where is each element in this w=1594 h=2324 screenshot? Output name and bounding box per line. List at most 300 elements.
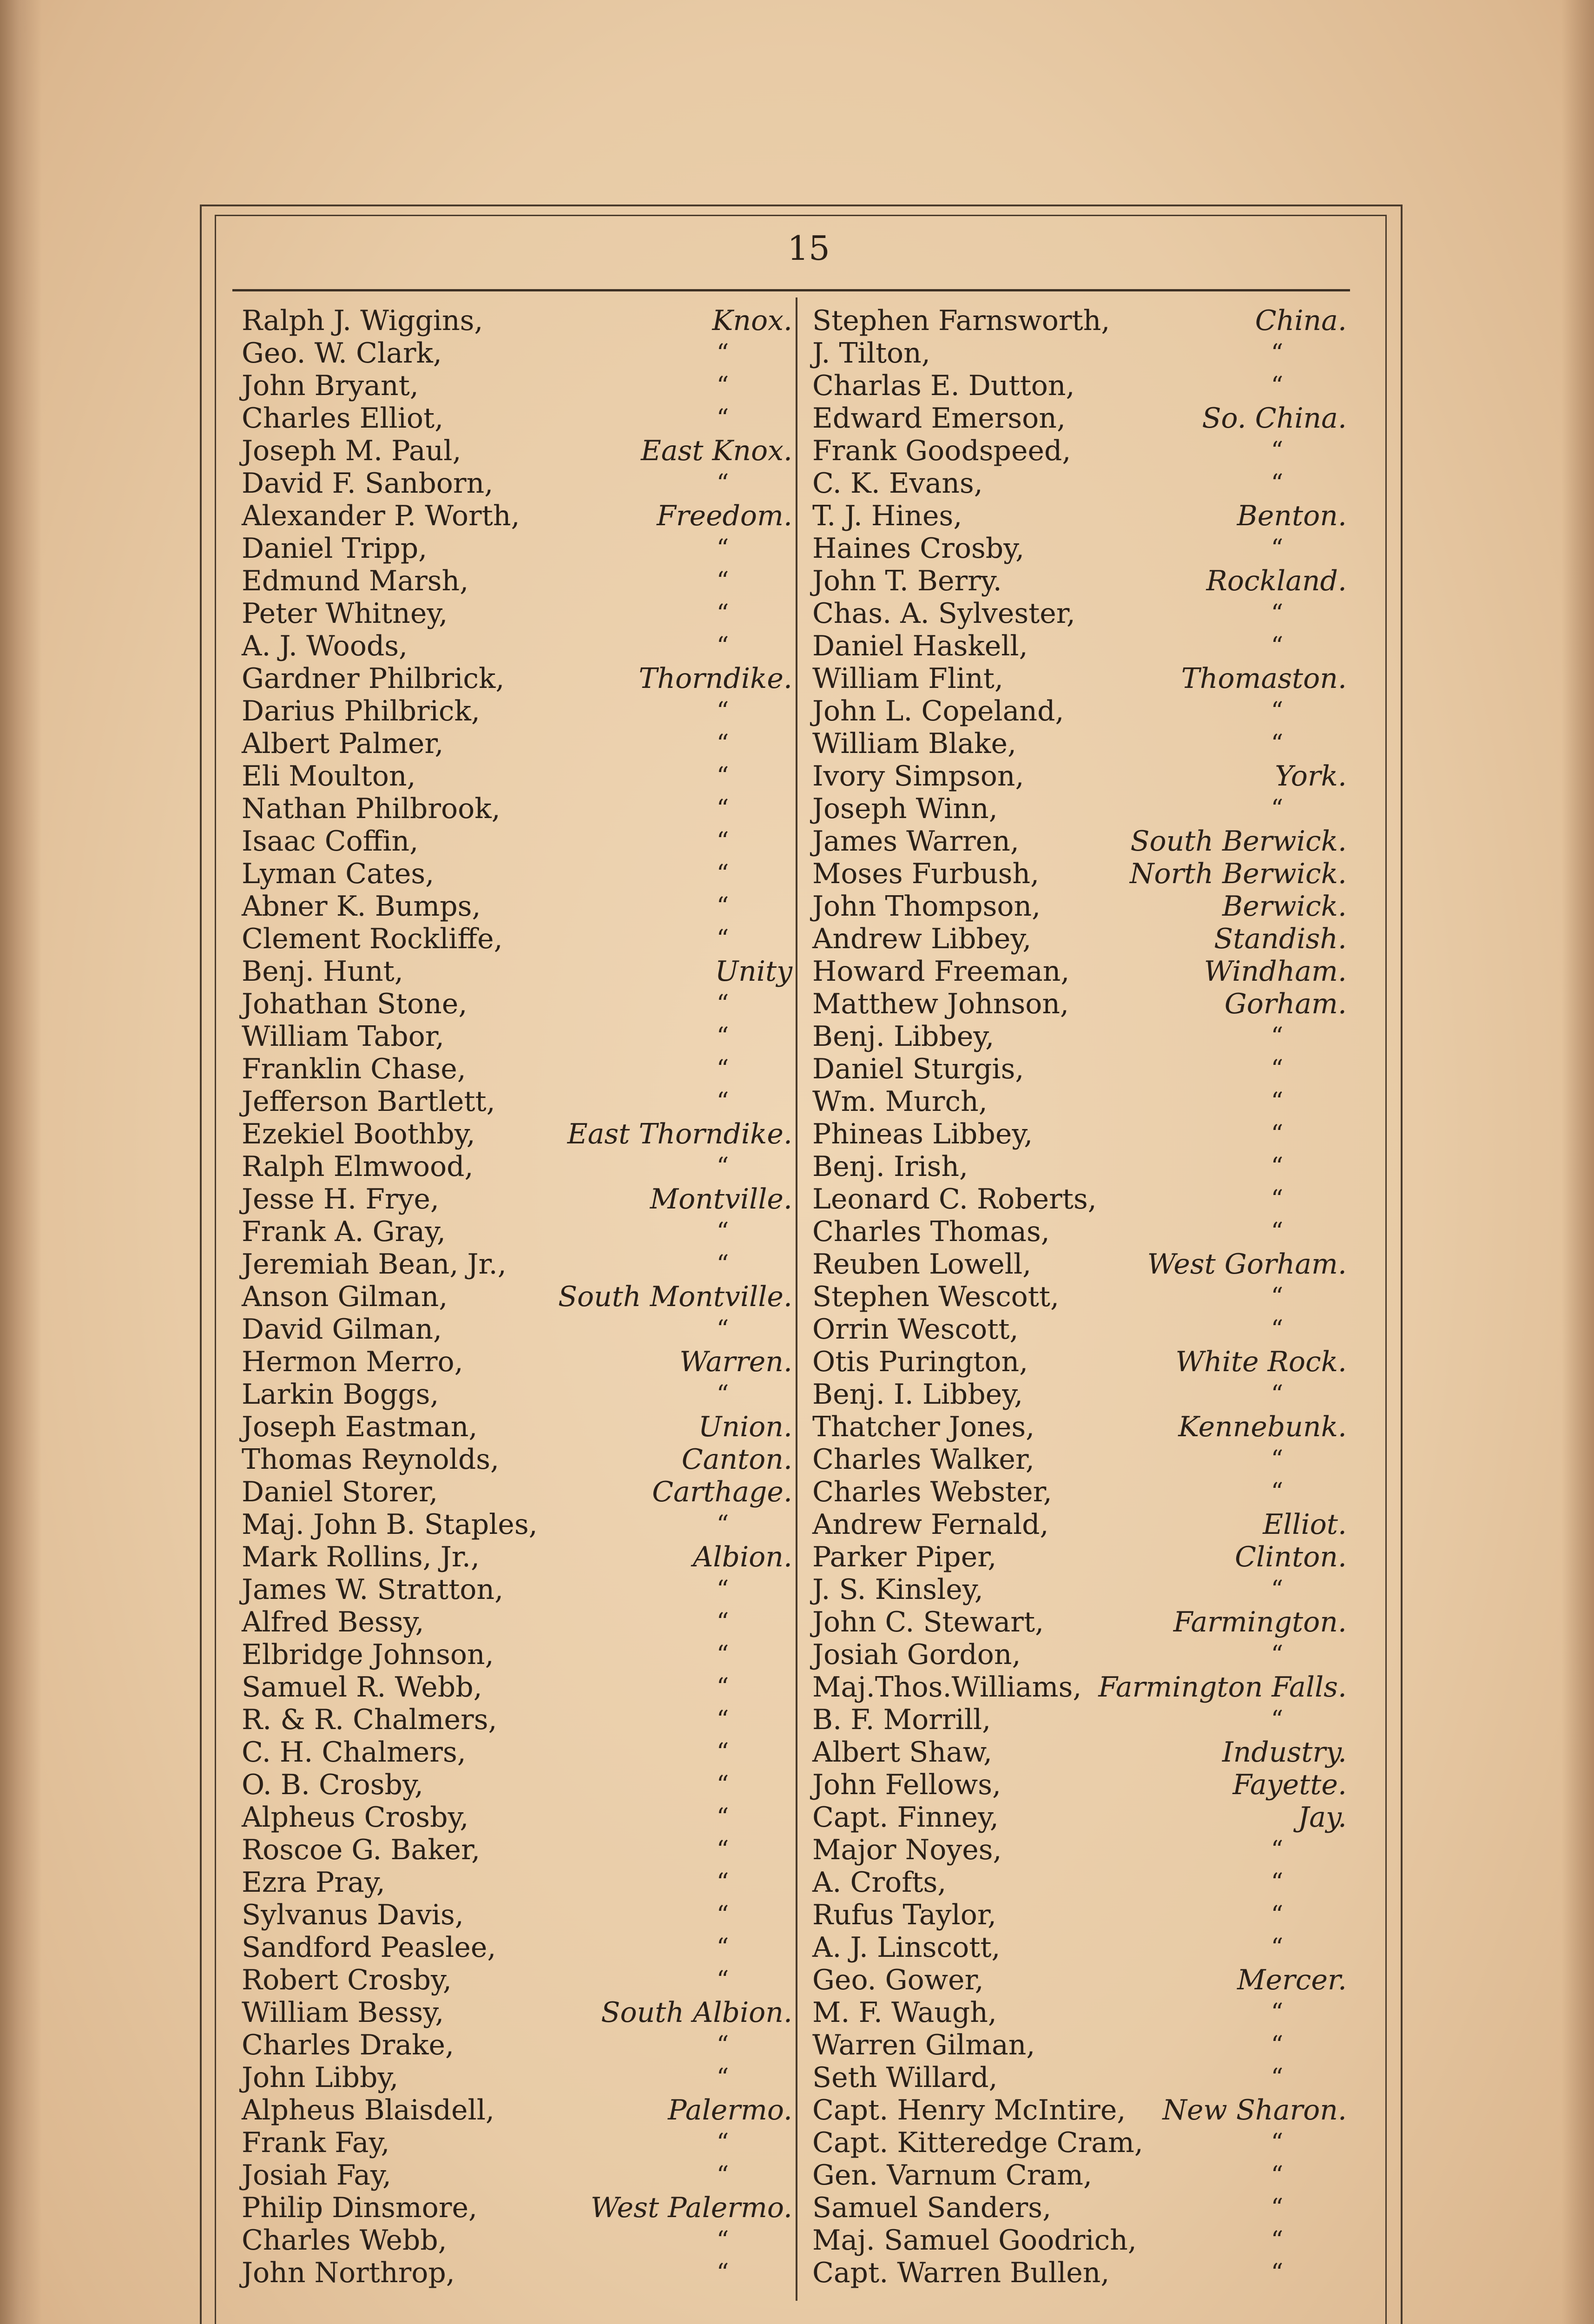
person-name: Albert Palmer, — [242, 727, 444, 760]
person-name: Howard Freeman, — [812, 955, 1070, 988]
person-name: Roscoe G. Baker, — [242, 1834, 481, 1866]
person-name: Alexander P. Worth, — [242, 500, 520, 532]
person-name: Frank Goodspeed, — [812, 435, 1071, 467]
town-name: Canton. — [681, 1443, 792, 1476]
list-item — [812, 1606, 1347, 1638]
person-name: Samuel R. Webb, — [242, 1671, 482, 1703]
town-name: Farmington Falls. — [1098, 1671, 1347, 1703]
town-name: “ — [1271, 1218, 1284, 1246]
list-item — [812, 1769, 1347, 1801]
person-name: Frank A. Gray, — [242, 1215, 446, 1248]
list-item — [812, 1183, 1347, 1215]
person-name: Darius Philbrick, — [242, 695, 480, 727]
list-item — [242, 2224, 792, 2257]
person-name: Benj. Hunt, — [242, 955, 403, 988]
list-item — [242, 1769, 792, 1801]
person-name: Robert Crosby, — [242, 1964, 452, 1996]
town-name: Unity — [715, 955, 792, 988]
person-name: Andrew Libbey, — [812, 923, 1032, 955]
list-item — [812, 1996, 1347, 2029]
person-name: Thatcher Jones, — [812, 1411, 1035, 1443]
town-name: Albion. — [693, 1541, 792, 1573]
person-name: Matthew Johnson, — [812, 988, 1069, 1020]
person-name: R. & R. Chalmers, — [242, 1703, 497, 1736]
list-item — [242, 727, 792, 760]
person-name: M. F. Waugh, — [812, 1996, 997, 2029]
town-name: “ — [716, 2064, 729, 2092]
person-name: Charles Thomas, — [812, 1215, 1050, 1248]
town-name: “ — [716, 1055, 729, 1083]
town-name: “ — [716, 600, 729, 627]
list-item — [242, 2029, 792, 2061]
person-name: Abner K. Bumps, — [242, 890, 481, 923]
town-name: “ — [716, 632, 729, 660]
person-name: John T. Berry. — [812, 565, 1002, 597]
list-item — [812, 1573, 1347, 1606]
town-name: “ — [1271, 469, 1284, 497]
list-item — [812, 1118, 1347, 1150]
person-name: Otis Purington, — [812, 1346, 1028, 1378]
list-item — [812, 1899, 1347, 1931]
person-name: Nathan Philbrook, — [242, 792, 501, 825]
person-name: Larkin Boggs, — [242, 1378, 439, 1411]
town-name: “ — [716, 795, 729, 823]
person-name: J. S. Kinsley, — [812, 1573, 983, 1606]
town-name: White Rock. — [1175, 1346, 1347, 1378]
list-item — [242, 1736, 792, 1769]
person-name: Albert Shaw, — [812, 1736, 993, 1769]
person-name: Josiah Fay, — [242, 2159, 391, 2192]
person-name: Capt. Warren Bullen, — [812, 2257, 1110, 2289]
town-name: “ — [716, 1511, 729, 1538]
person-name: Jeremiah Bean, Jr., — [242, 1248, 507, 1281]
town-name: “ — [716, 1250, 729, 1278]
list-item — [812, 467, 1347, 500]
list-item — [812, 1834, 1347, 1866]
town-name: North Berwick. — [1130, 858, 1347, 890]
list-item — [242, 1996, 792, 2029]
person-name: Alfred Bessy, — [242, 1606, 424, 1638]
person-name: Maj.Thos.Williams, — [812, 1671, 1082, 1703]
town-name: “ — [1271, 1055, 1284, 1083]
town-name: “ — [716, 2226, 729, 2254]
town-name: “ — [1271, 1153, 1284, 1181]
list-item — [242, 1281, 792, 1313]
person-name: Wm. Murch, — [812, 1085, 988, 1118]
person-name: Charles Elliot, — [242, 402, 444, 435]
list-item — [812, 727, 1347, 760]
list-item — [242, 825, 792, 858]
town-name: “ — [1271, 339, 1284, 367]
town-name: Kennebunk. — [1178, 1411, 1347, 1443]
town-name: “ — [716, 2129, 729, 2157]
list-item — [812, 2061, 1347, 2094]
town-name: Elliot. — [1263, 1508, 1347, 1541]
person-name: John Bryant, — [242, 370, 419, 402]
town-name: “ — [1271, 632, 1284, 660]
list-item — [242, 1020, 792, 1053]
list-item — [242, 565, 792, 597]
list-item — [812, 2094, 1347, 2126]
list-item — [812, 1215, 1347, 1248]
town-name: “ — [1271, 1934, 1284, 1961]
person-name: Daniel Sturgis, — [812, 1053, 1024, 1085]
town-name: “ — [1271, 1478, 1284, 1506]
person-name: Benj. Irish, — [812, 1150, 968, 1183]
person-name: Alpheus Crosby, — [242, 1801, 469, 1834]
list-item — [242, 1703, 792, 1736]
person-name: Phineas Libbey, — [812, 1118, 1033, 1150]
town-name: Benton. — [1237, 500, 1347, 532]
list-item — [812, 825, 1347, 858]
list-item — [242, 2159, 792, 2192]
town-name: “ — [1271, 1446, 1284, 1473]
list-item — [242, 2257, 792, 2289]
town-name: “ — [1271, 1641, 1284, 1669]
person-name: Ralph Elmwood, — [242, 1150, 474, 1183]
town-name: “ — [1271, 437, 1284, 465]
list-item — [242, 630, 792, 662]
town-name: Farmington. — [1173, 1606, 1347, 1638]
person-name: Rufus Taylor, — [812, 1899, 997, 1931]
page-edge — [1561, 0, 1594, 2324]
town-name: Warren. — [679, 1346, 792, 1378]
town-name: “ — [716, 1706, 729, 1734]
list-item — [242, 2094, 792, 2126]
town-name: “ — [1271, 1120, 1284, 1148]
person-name: Jesse H. Frye, — [242, 1183, 439, 1215]
person-name: David Gilman, — [242, 1313, 442, 1346]
town-name: West Palermo. — [590, 2192, 792, 2224]
person-name: Geo. Gower, — [812, 1964, 984, 1996]
town-name: “ — [1271, 795, 1284, 823]
person-name: John C. Stewart, — [812, 1606, 1044, 1638]
list-item — [242, 1866, 792, 1899]
town-name: Montville. — [650, 1183, 792, 1215]
list-item — [812, 1020, 1347, 1053]
person-name: Sylvanus Davis, — [242, 1899, 464, 1931]
list-item — [242, 955, 792, 988]
list-item — [812, 1085, 1347, 1118]
list-item — [812, 2257, 1347, 2289]
person-name: Gardner Philbrick, — [242, 662, 505, 695]
town-name: “ — [716, 925, 729, 953]
person-name: O. B. Crosby, — [242, 1769, 423, 1801]
person-name: Ralph J. Wiggins, — [242, 304, 483, 337]
town-name: “ — [716, 1023, 729, 1050]
town-name: “ — [716, 1934, 729, 1961]
list-item — [812, 532, 1347, 565]
person-name: Elbridge Johnson, — [242, 1638, 494, 1671]
list-item — [812, 792, 1347, 825]
town-name: Freedom. — [657, 500, 792, 532]
list-item — [242, 467, 792, 500]
list-item — [812, 1541, 1347, 1573]
town-name: “ — [1271, 535, 1284, 562]
list-item — [242, 1215, 792, 1248]
list-item — [812, 500, 1347, 532]
list-item — [812, 2224, 1347, 2257]
column-divider — [796, 297, 797, 2301]
person-name: Reuben Lowell, — [812, 1248, 1032, 1281]
list-item — [242, 1834, 792, 1866]
list-item — [242, 662, 792, 695]
person-name: Major Noyes, — [812, 1834, 1002, 1866]
list-item — [242, 890, 792, 923]
list-item — [242, 858, 792, 890]
list-item — [242, 1638, 792, 1671]
town-name: Carthage. — [652, 1476, 792, 1508]
person-name: Stephen Farnsworth, — [812, 304, 1110, 337]
town-name: “ — [716, 1966, 729, 1994]
person-name: Stephen Wescott, — [812, 1281, 1060, 1313]
town-name: “ — [716, 1088, 729, 1116]
person-name: Hermon Merro, — [242, 1346, 463, 1378]
town-name: “ — [1271, 2226, 1284, 2254]
town-name: “ — [716, 1218, 729, 1246]
person-name: J. Tilton, — [812, 337, 930, 370]
person-name: Warren Gilman, — [812, 2029, 1035, 2061]
list-item — [812, 2126, 1347, 2159]
town-name: “ — [716, 1380, 729, 1408]
list-item — [812, 1281, 1347, 1313]
list-item — [812, 988, 1347, 1020]
person-name: James Warren, — [812, 825, 1019, 858]
list-item — [812, 304, 1347, 337]
town-name: “ — [716, 1673, 729, 1701]
town-name: “ — [1271, 1836, 1284, 1864]
list-item — [812, 1801, 1347, 1834]
person-name: Maj. John B. Staples, — [242, 1508, 538, 1541]
list-item — [812, 1671, 1347, 1703]
town-name: Standish. — [1214, 923, 1347, 955]
person-name: Capt. Henry McIntire, — [812, 2094, 1126, 2126]
town-name: “ — [1271, 2161, 1284, 2189]
list-item — [812, 402, 1347, 435]
list-item — [812, 1248, 1347, 1281]
list-item — [242, 1411, 792, 1443]
person-name: Ezra Pray, — [242, 1866, 385, 1899]
list-item — [812, 662, 1347, 695]
person-name: Mark Rollins, Jr., — [242, 1541, 480, 1573]
town-name: South Montville. — [558, 1281, 792, 1313]
list-item — [812, 565, 1347, 597]
list-item — [812, 2029, 1347, 2061]
person-name: Franklin Chase, — [242, 1053, 466, 1085]
list-item — [812, 1313, 1347, 1346]
list-item — [242, 695, 792, 727]
town-name: “ — [1271, 1380, 1284, 1408]
list-item — [812, 695, 1347, 727]
town-name: Union. — [698, 1411, 792, 1443]
list-item — [812, 1964, 1347, 1996]
list-item — [242, 988, 792, 1020]
person-name: John L. Copeland, — [812, 695, 1064, 727]
person-name: Orrin Wescott, — [812, 1313, 1019, 1346]
person-name: Frank Fay, — [242, 2126, 390, 2159]
list-item — [242, 1053, 792, 1085]
town-name: Palermo. — [668, 2094, 792, 2126]
person-name: Lyman Cates, — [242, 858, 435, 890]
person-name: Chas. A. Sylvester, — [812, 597, 1075, 630]
list-item — [242, 435, 792, 467]
person-name: A. J. Linscott, — [812, 1931, 1001, 1964]
list-item — [812, 2192, 1347, 2224]
town-name: “ — [716, 567, 729, 595]
list-item — [242, 532, 792, 565]
list-item — [812, 1053, 1347, 1085]
list-item — [242, 1378, 792, 1411]
person-name: Daniel Storer, — [242, 1476, 438, 1508]
town-name: “ — [716, 1608, 729, 1636]
person-name: Capt. Finney, — [812, 1801, 999, 1834]
town-name: “ — [716, 1901, 729, 1929]
list-item — [242, 1313, 792, 1346]
person-name: Seth Willard, — [812, 2061, 998, 2094]
person-name: Haines Crosby, — [812, 532, 1025, 565]
town-name: “ — [716, 730, 729, 758]
page-number: 15 — [787, 229, 830, 268]
list-item — [242, 2192, 792, 2224]
person-name: Anson Gilman, — [242, 1281, 448, 1313]
spine-shadow — [0, 0, 42, 2324]
list-item — [242, 1801, 792, 1834]
town-name: “ — [1271, 1576, 1284, 1604]
list-item — [812, 1443, 1347, 1476]
list-item — [242, 1443, 792, 1476]
person-name: Clement Rockliffe, — [242, 923, 503, 955]
town-name: “ — [716, 1868, 729, 1896]
person-name: William Tabor, — [242, 1020, 444, 1053]
person-name: Edmund Marsh, — [242, 565, 469, 597]
town-name: China. — [1255, 304, 1347, 337]
town-name: “ — [1271, 2031, 1284, 2059]
header-rule — [232, 289, 1350, 291]
town-name: “ — [716, 860, 729, 888]
town-name: “ — [1271, 372, 1284, 400]
list-item — [812, 760, 1347, 792]
town-name: “ — [1271, 697, 1284, 725]
list-item — [242, 500, 792, 532]
person-name: Joseph Winn, — [812, 792, 998, 825]
person-name: Andrew Fernald, — [812, 1508, 1049, 1541]
town-name: Industry. — [1222, 1736, 1347, 1769]
list-item — [242, 1118, 792, 1150]
town-name: “ — [1271, 730, 1284, 758]
person-name: Charles Drake, — [242, 2029, 454, 2061]
list-item — [812, 1378, 1347, 1411]
town-name: “ — [1271, 1185, 1284, 1213]
person-name: Capt. Kitteredge Cram, — [812, 2126, 1144, 2159]
town-name: “ — [1271, 2259, 1284, 2287]
list-item — [812, 890, 1347, 923]
town-name: “ — [1271, 2194, 1284, 2222]
town-name: “ — [716, 1641, 729, 1669]
person-name: Parker Piper, — [812, 1541, 997, 1573]
list-item — [242, 760, 792, 792]
person-name: Charles Walker, — [812, 1443, 1035, 1476]
list-item — [242, 1573, 792, 1606]
town-name: Berwick. — [1222, 890, 1347, 923]
town-name: “ — [1271, 1999, 1284, 2027]
person-name: Geo. W. Clark, — [242, 337, 442, 370]
town-name: “ — [1271, 2064, 1284, 2092]
town-name: “ — [1271, 1283, 1284, 1311]
list-item — [242, 1899, 792, 1931]
left-column-list — [242, 304, 792, 2289]
person-name: John Northrop, — [242, 2257, 455, 2289]
list-item — [242, 1541, 792, 1573]
list-item — [812, 858, 1347, 890]
person-name: Charles Webb, — [242, 2224, 447, 2257]
list-item — [242, 1346, 792, 1378]
town-name: York. — [1275, 760, 1347, 792]
person-name: Maj. Samuel Goodrich, — [812, 2224, 1137, 2257]
town-name: Windham. — [1204, 955, 1347, 988]
person-name: C. K. Evans, — [812, 467, 983, 500]
list-item — [812, 1346, 1347, 1378]
person-name: Benj. Libbey, — [812, 1020, 995, 1053]
list-item — [812, 435, 1347, 467]
town-name: “ — [716, 2031, 729, 2059]
person-name: Peter Whitney, — [242, 597, 448, 630]
town-name: “ — [716, 535, 729, 562]
person-name: Charlas E. Dutton, — [812, 370, 1075, 402]
town-name: “ — [716, 339, 729, 367]
town-name: “ — [1271, 600, 1284, 627]
person-name: Daniel Tripp, — [242, 532, 428, 565]
list-item — [242, 402, 792, 435]
town-name: “ — [1271, 1901, 1284, 1929]
list-item — [242, 1964, 792, 1996]
town-name: South Berwick. — [1130, 825, 1347, 858]
town-name: “ — [716, 1836, 729, 1864]
person-name: Jefferson Bartlett, — [242, 1085, 495, 1118]
town-name: “ — [716, 1153, 729, 1181]
list-item — [812, 597, 1347, 630]
town-name: East Knox. — [640, 435, 792, 467]
person-name: Joseph Eastman, — [242, 1411, 478, 1443]
list-item — [812, 955, 1347, 988]
town-name: “ — [1271, 1023, 1284, 1050]
person-name: Samuel Sanders, — [812, 2192, 1052, 2224]
list-item — [242, 304, 792, 337]
town-name: “ — [1271, 2129, 1284, 2157]
town-name: “ — [716, 1315, 729, 1343]
town-name: “ — [716, 469, 729, 497]
person-name: Edward Emerson, — [812, 402, 1066, 435]
list-item — [812, 630, 1347, 662]
list-item — [812, 923, 1347, 955]
person-name: Moses Furbush, — [812, 858, 1040, 890]
list-item — [812, 370, 1347, 402]
list-item — [812, 1638, 1347, 1671]
right-column-list — [812, 304, 1347, 2289]
person-name: Philip Dinsmore, — [242, 2192, 478, 2224]
list-item — [242, 792, 792, 825]
town-name: Gorham. — [1224, 988, 1347, 1020]
town-name: “ — [716, 1771, 729, 1799]
list-item — [812, 1736, 1347, 1769]
town-name: West Gorham. — [1147, 1248, 1347, 1281]
person-name: John Thompson, — [812, 890, 1041, 923]
town-name: “ — [1271, 1868, 1284, 1896]
person-name: Josiah Gordon, — [812, 1638, 1021, 1671]
list-item — [812, 1476, 1347, 1508]
town-name: “ — [716, 2259, 729, 2287]
list-item — [812, 2159, 1347, 2192]
town-name: “ — [716, 827, 729, 855]
